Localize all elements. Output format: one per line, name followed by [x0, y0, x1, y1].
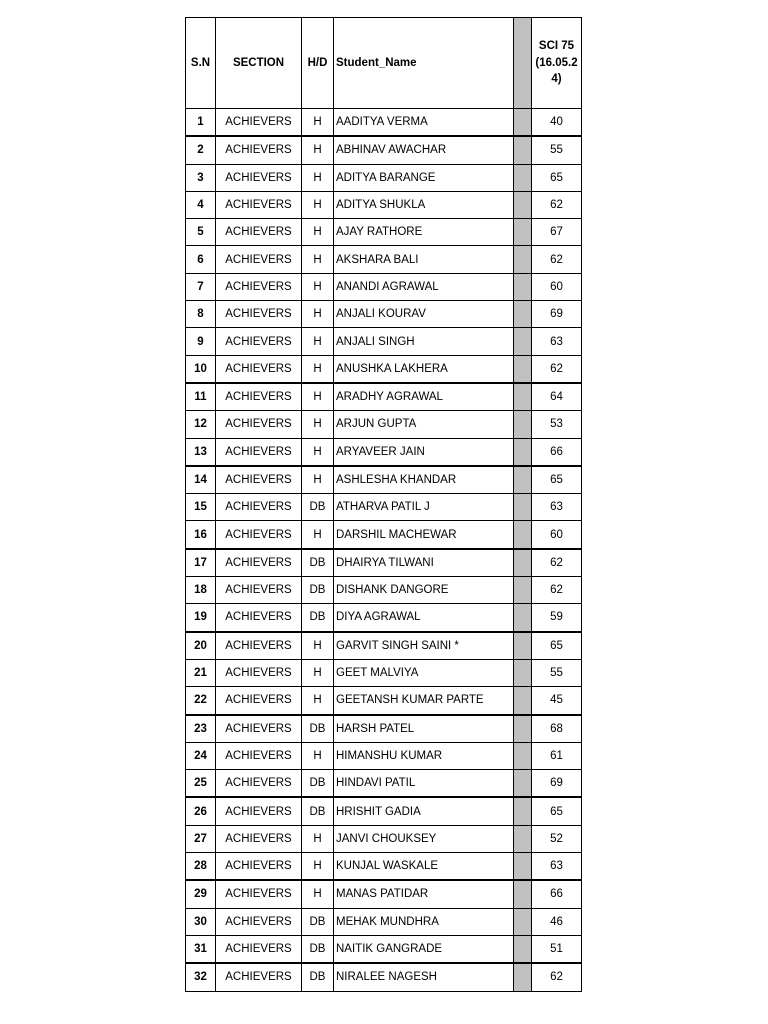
cell-sn: 30	[186, 908, 216, 935]
cell-score: 51	[532, 935, 582, 963]
cell-section: ACHIEVERS	[216, 770, 302, 798]
cell-sn: 26	[186, 797, 216, 825]
cell-score: 62	[532, 963, 582, 991]
cell-score: 62	[532, 549, 582, 577]
cell-section: ACHIEVERS	[216, 383, 302, 411]
cell-student-name: ANUSHKA LAKHERA	[334, 355, 514, 383]
cell-shaded-blank	[514, 438, 532, 466]
cell-hd: H	[302, 521, 334, 549]
cell-score: 61	[532, 742, 582, 769]
cell-shaded-blank	[514, 577, 532, 604]
cell-hd: H	[302, 880, 334, 908]
cell-section: ACHIEVERS	[216, 549, 302, 577]
table-row	[186, 742, 582, 769]
cell-score: 65	[532, 466, 582, 494]
cell-section: ACHIEVERS	[216, 687, 302, 715]
cell-section: ACHIEVERS	[216, 577, 302, 604]
table-row	[186, 604, 582, 632]
cell-shaded-blank	[514, 687, 532, 715]
cell-hd: H	[302, 301, 334, 328]
cell-sn: 21	[186, 659, 216, 686]
cell-shaded-blank	[514, 770, 532, 798]
cell-sn: 15	[186, 494, 216, 521]
cell-shaded-blank	[514, 935, 532, 963]
cell-student-name: DIYA AGRAWAL	[334, 604, 514, 632]
cell-shaded-blank	[514, 466, 532, 494]
cell-sn: 8	[186, 301, 216, 328]
cell-score: 63	[532, 494, 582, 521]
cell-score: 63	[532, 853, 582, 881]
cell-hd: DB	[302, 935, 334, 963]
cell-hd: H	[302, 246, 334, 273]
cell-student-name: HIMANSHU KUMAR	[334, 742, 514, 769]
table-row	[186, 301, 582, 328]
cell-section: ACHIEVERS	[216, 715, 302, 743]
table-row	[186, 383, 582, 411]
cell-sn: 32	[186, 963, 216, 991]
table-row	[186, 246, 582, 273]
cell-student-name: HRISHIT GADIA	[334, 797, 514, 825]
cell-hd: H	[302, 383, 334, 411]
cell-shaded-blank	[514, 797, 532, 825]
cell-shaded-blank	[514, 521, 532, 549]
cell-student-name: ARYAVEER JAIN	[334, 438, 514, 466]
table-row	[186, 880, 582, 908]
table-row	[186, 549, 582, 577]
cell-score: 62	[532, 246, 582, 273]
cell-student-name: ANANDI AGRAWAL	[334, 273, 514, 300]
cell-sn: 10	[186, 355, 216, 383]
cell-shaded-blank	[514, 136, 532, 164]
table-row	[186, 853, 582, 881]
cell-student-name: ANJALI SINGH	[334, 328, 514, 355]
cell-hd: DB	[302, 549, 334, 577]
cell-hd: H	[302, 273, 334, 300]
cell-sn: 4	[186, 191, 216, 218]
cell-sn: 16	[186, 521, 216, 549]
cell-student-name: GEETANSH KUMAR PARTE	[334, 687, 514, 715]
header-sn: S.N	[186, 18, 216, 109]
cell-hd: H	[302, 466, 334, 494]
table-row	[186, 715, 582, 743]
cell-hd: H	[302, 191, 334, 218]
cell-student-name: AKSHARA BALI	[334, 246, 514, 273]
cell-sn: 6	[186, 246, 216, 273]
cell-hd: DB	[302, 963, 334, 991]
cell-score: 65	[532, 164, 582, 191]
cell-student-name: ATHARVA PATIL J	[334, 494, 514, 521]
header-shaded-blank	[514, 18, 532, 109]
cell-section: ACHIEVERS	[216, 632, 302, 660]
table-body	[186, 109, 582, 992]
cell-score: 69	[532, 770, 582, 798]
cell-shaded-blank	[514, 853, 532, 881]
cell-hd: DB	[302, 770, 334, 798]
cell-shaded-blank	[514, 742, 532, 769]
cell-section: ACHIEVERS	[216, 604, 302, 632]
cell-section: ACHIEVERS	[216, 246, 302, 273]
cell-sn: 2	[186, 136, 216, 164]
cell-sn: 22	[186, 687, 216, 715]
table-row	[186, 219, 582, 246]
cell-section: ACHIEVERS	[216, 438, 302, 466]
cell-sn: 9	[186, 328, 216, 355]
cell-hd: H	[302, 687, 334, 715]
header-score: SCI 75 (16.05.2 4)	[532, 18, 582, 109]
table-row	[186, 355, 582, 383]
cell-hd: H	[302, 328, 334, 355]
table-row	[186, 273, 582, 300]
table-row	[186, 687, 582, 715]
cell-section: ACHIEVERS	[216, 880, 302, 908]
cell-score: 65	[532, 632, 582, 660]
cell-score: 59	[532, 604, 582, 632]
table-row	[186, 494, 582, 521]
cell-shaded-blank	[514, 825, 532, 852]
table-row	[186, 136, 582, 164]
cell-student-name: DISHANK DANGORE	[334, 577, 514, 604]
cell-hd: DB	[302, 715, 334, 743]
cell-hd: DB	[302, 604, 334, 632]
cell-student-name: ARADHY AGRAWAL	[334, 383, 514, 411]
cell-student-name: ANJALI KOURAV	[334, 301, 514, 328]
cell-student-name: AADITYA VERMA	[334, 109, 514, 137]
cell-shaded-blank	[514, 164, 532, 191]
cell-hd: H	[302, 853, 334, 881]
cell-section: ACHIEVERS	[216, 136, 302, 164]
cell-score: 40	[532, 109, 582, 137]
table-row	[186, 935, 582, 963]
score-sheet-table	[185, 17, 582, 992]
cell-hd: H	[302, 825, 334, 852]
cell-section: ACHIEVERS	[216, 301, 302, 328]
cell-section: ACHIEVERS	[216, 164, 302, 191]
cell-shaded-blank	[514, 880, 532, 908]
table-row	[186, 109, 582, 137]
cell-score: 66	[532, 438, 582, 466]
cell-shaded-blank	[514, 301, 532, 328]
table-row	[186, 466, 582, 494]
cell-sn: 12	[186, 411, 216, 438]
header-section: SECTION	[216, 18, 302, 109]
cell-student-name: JANVI CHOUKSEY	[334, 825, 514, 852]
cell-section: ACHIEVERS	[216, 521, 302, 549]
cell-sn: 18	[186, 577, 216, 604]
cell-hd: H	[302, 659, 334, 686]
cell-hd: H	[302, 219, 334, 246]
cell-score: 62	[532, 577, 582, 604]
cell-student-name: MANAS PATIDAR	[334, 880, 514, 908]
cell-shaded-blank	[514, 328, 532, 355]
table-row	[186, 164, 582, 191]
cell-sn: 13	[186, 438, 216, 466]
cell-sn: 14	[186, 466, 216, 494]
cell-section: ACHIEVERS	[216, 191, 302, 218]
cell-sn: 29	[186, 880, 216, 908]
cell-student-name: ARJUN GUPTA	[334, 411, 514, 438]
cell-sn: 3	[186, 164, 216, 191]
cell-score: 65	[532, 797, 582, 825]
cell-student-name: GEET MALVIYA	[334, 659, 514, 686]
cell-student-name: KUNJAL WASKALE	[334, 853, 514, 881]
table-row	[186, 328, 582, 355]
table-row	[186, 191, 582, 218]
cell-student-name: AJAY RATHORE	[334, 219, 514, 246]
table-row	[186, 908, 582, 935]
cell-section: ACHIEVERS	[216, 742, 302, 769]
cell-sn: 27	[186, 825, 216, 852]
cell-shaded-blank	[514, 494, 532, 521]
cell-section: ACHIEVERS	[216, 853, 302, 881]
cell-hd: H	[302, 438, 334, 466]
cell-shaded-blank	[514, 715, 532, 743]
header-student-name: Student_Name	[334, 18, 514, 109]
table-row	[186, 825, 582, 852]
cell-score: 52	[532, 825, 582, 852]
cell-hd: H	[302, 164, 334, 191]
cell-student-name: HINDAVI PATIL	[334, 770, 514, 798]
cell-shaded-blank	[514, 632, 532, 660]
cell-section: ACHIEVERS	[216, 825, 302, 852]
cell-sn: 11	[186, 383, 216, 411]
cell-section: ACHIEVERS	[216, 219, 302, 246]
cell-score: 63	[532, 328, 582, 355]
cell-student-name: DHAIRYA TILWANI	[334, 549, 514, 577]
table-row	[186, 438, 582, 466]
cell-score: 55	[532, 136, 582, 164]
table-row	[186, 577, 582, 604]
cell-section: ACHIEVERS	[216, 466, 302, 494]
cell-score: 67	[532, 219, 582, 246]
cell-shaded-blank	[514, 355, 532, 383]
cell-shaded-blank	[514, 109, 532, 137]
cell-score: 69	[532, 301, 582, 328]
cell-shaded-blank	[514, 963, 532, 991]
cell-section: ACHIEVERS	[216, 273, 302, 300]
cell-section: ACHIEVERS	[216, 935, 302, 963]
cell-score: 46	[532, 908, 582, 935]
cell-section: ACHIEVERS	[216, 328, 302, 355]
cell-student-name: DARSHIL MACHEWAR	[334, 521, 514, 549]
table-row	[186, 659, 582, 686]
cell-shaded-blank	[514, 604, 532, 632]
cell-shaded-blank	[514, 383, 532, 411]
cell-sn: 23	[186, 715, 216, 743]
cell-sn: 7	[186, 273, 216, 300]
cell-sn: 19	[186, 604, 216, 632]
cell-score: 45	[532, 687, 582, 715]
header-hd: H/D	[302, 18, 334, 109]
cell-student-name: NAITIK GANGRADE	[334, 935, 514, 963]
cell-sn: 17	[186, 549, 216, 577]
cell-sn: 20	[186, 632, 216, 660]
cell-hd: H	[302, 632, 334, 660]
cell-section: ACHIEVERS	[216, 494, 302, 521]
cell-shaded-blank	[514, 659, 532, 686]
cell-hd: H	[302, 136, 334, 164]
table-row	[186, 770, 582, 798]
cell-student-name: HARSH PATEL	[334, 715, 514, 743]
table-row	[186, 632, 582, 660]
cell-student-name: MEHAK MUNDHRA	[334, 908, 514, 935]
cell-section: ACHIEVERS	[216, 411, 302, 438]
cell-shaded-blank	[514, 246, 532, 273]
cell-section: ACHIEVERS	[216, 963, 302, 991]
cell-student-name: ADITYA BARANGE	[334, 164, 514, 191]
cell-hd: DB	[302, 494, 334, 521]
cell-score: 53	[532, 411, 582, 438]
cell-student-name: ASHLESHA KHANDAR	[334, 466, 514, 494]
cell-section: ACHIEVERS	[216, 797, 302, 825]
cell-shaded-blank	[514, 191, 532, 218]
cell-score: 64	[532, 383, 582, 411]
cell-hd: H	[302, 742, 334, 769]
cell-hd: DB	[302, 577, 334, 604]
cell-hd: DB	[302, 797, 334, 825]
cell-shaded-blank	[514, 219, 532, 246]
table-row	[186, 411, 582, 438]
cell-shaded-blank	[514, 273, 532, 300]
cell-student-name: ABHINAV AWACHAR	[334, 136, 514, 164]
cell-hd: H	[302, 355, 334, 383]
cell-section: ACHIEVERS	[216, 659, 302, 686]
cell-section: ACHIEVERS	[216, 908, 302, 935]
cell-score: 66	[532, 880, 582, 908]
cell-score: 68	[532, 715, 582, 743]
cell-shaded-blank	[514, 908, 532, 935]
cell-sn: 24	[186, 742, 216, 769]
cell-score: 60	[532, 521, 582, 549]
table-row	[186, 521, 582, 549]
table-row	[186, 797, 582, 825]
cell-sn: 5	[186, 219, 216, 246]
cell-section: ACHIEVERS	[216, 109, 302, 137]
cell-sn: 28	[186, 853, 216, 881]
cell-score: 62	[532, 191, 582, 218]
cell-sn: 25	[186, 770, 216, 798]
cell-hd: H	[302, 109, 334, 137]
header-row	[186, 18, 582, 109]
table-row	[186, 963, 582, 991]
cell-sn: 1	[186, 109, 216, 137]
cell-score: 55	[532, 659, 582, 686]
cell-shaded-blank	[514, 549, 532, 577]
cell-hd: DB	[302, 908, 334, 935]
cell-student-name: NIRALEE NAGESH	[334, 963, 514, 991]
cell-score: 60	[532, 273, 582, 300]
cell-sn: 31	[186, 935, 216, 963]
cell-student-name: ADITYA SHUKLA	[334, 191, 514, 218]
cell-hd: H	[302, 411, 334, 438]
cell-score: 62	[532, 355, 582, 383]
cell-section: ACHIEVERS	[216, 355, 302, 383]
cell-shaded-blank	[514, 411, 532, 438]
cell-student-name: GARVIT SINGH SAINI *	[334, 632, 514, 660]
